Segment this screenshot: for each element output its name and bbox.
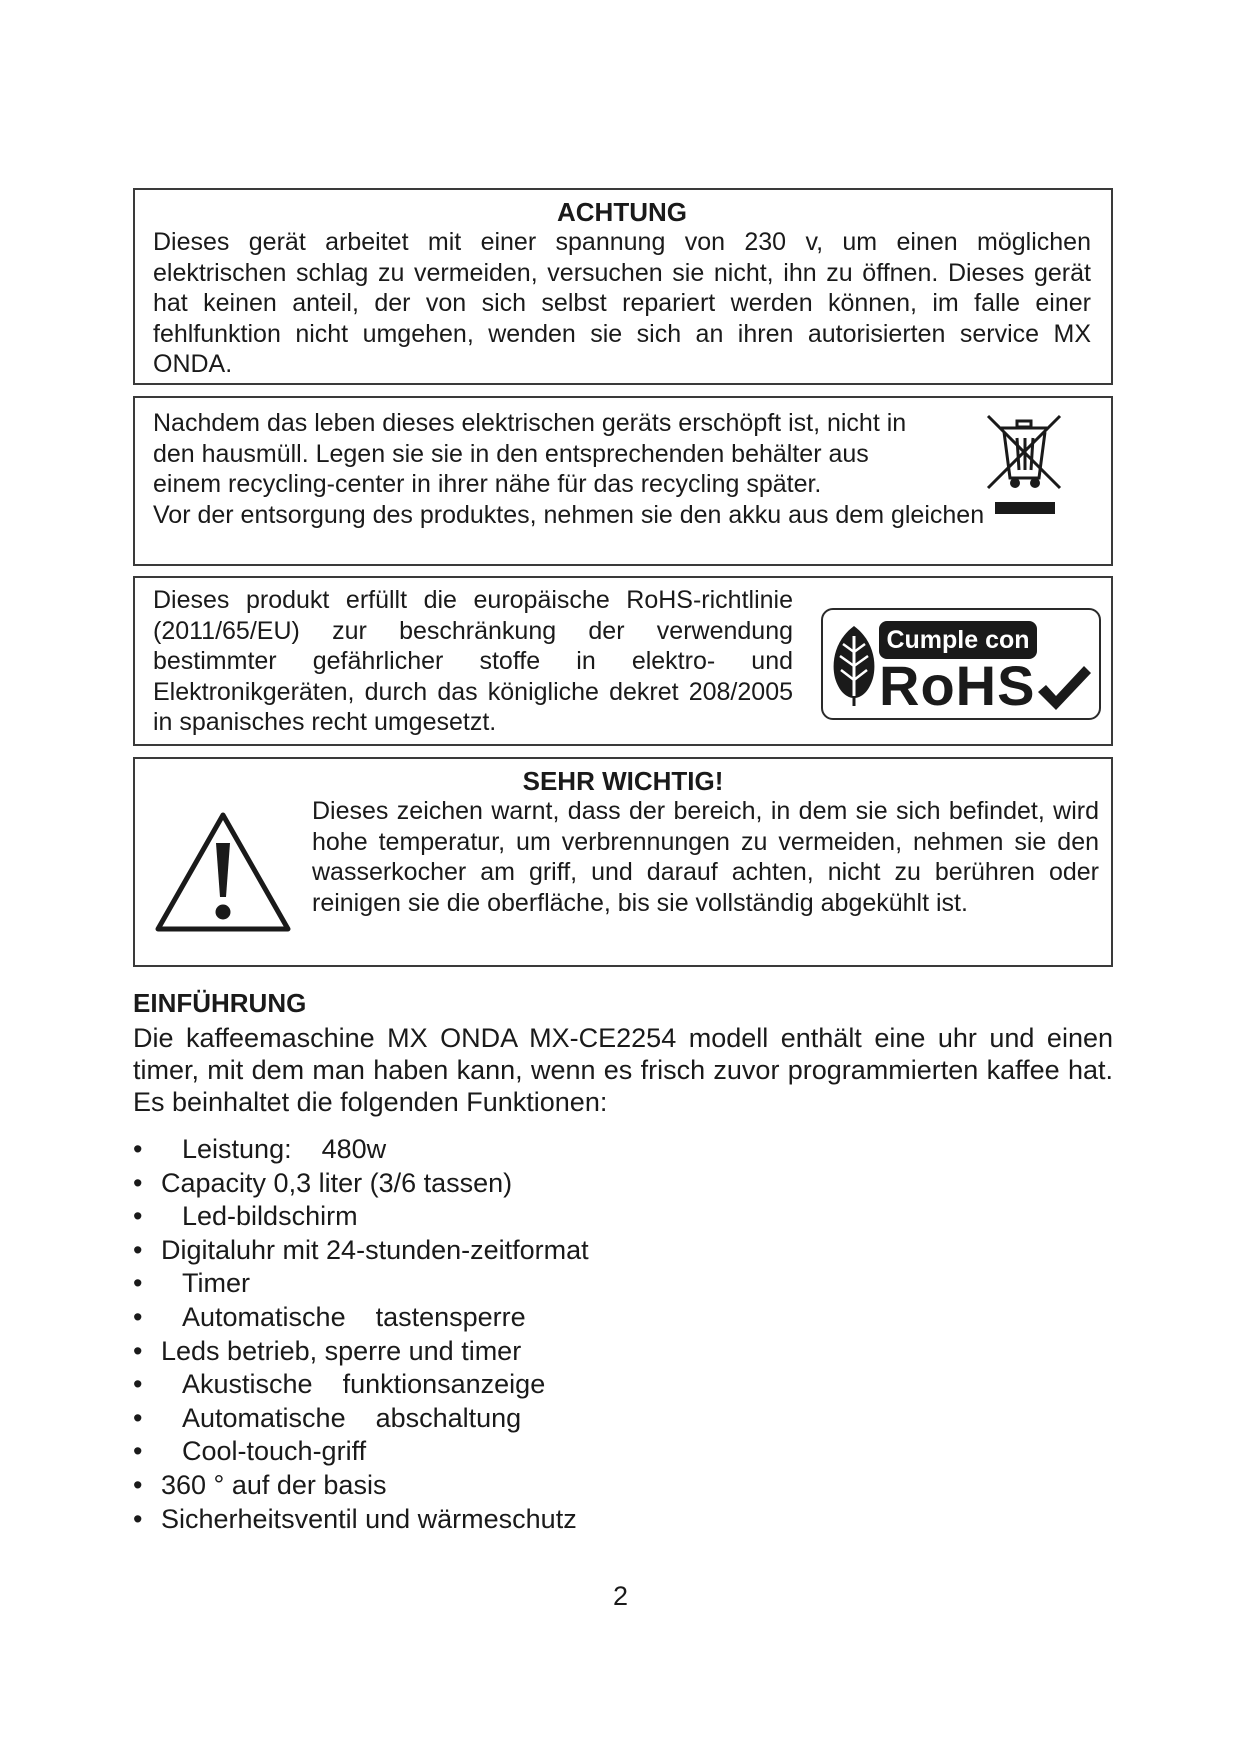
- intro-heading: EINFÜHRUNG: [133, 988, 307, 1018]
- warning-box: [133, 757, 1113, 967]
- feature-text: Led-bildschirm: [182, 1201, 358, 1232]
- feature-text: Automatische abschaltung: [182, 1402, 522, 1433]
- achtung-box: [133, 188, 1113, 385]
- feature-text: Capacity 0,3 liter (3/6 tassen): [161, 1167, 513, 1198]
- achtung-title: ACHTUNG: [557, 197, 687, 227]
- bullet: •: [133, 1201, 143, 1232]
- page-number: 2: [612, 1581, 629, 1611]
- feature-text: Digitaluhr mit 24-stunden-zeitformat: [161, 1234, 589, 1265]
- rohs-badge: [821, 608, 1101, 720]
- feature-text: Leds betrieb, sperre und timer: [161, 1335, 522, 1366]
- rohs-text: Dieses produkt erfüllt die europäische RoHS-richtlinie (2011/65/EU) zur beschränkung der verwendung bestimmter gefährlicher stoffe in elektro- und Elektronikgeräten, durch das königliche dekret 208/2005 in spanisches recht umgesetzt.: [153, 586, 793, 736]
- rohs-cumple-label: Cumple con: [879, 621, 1037, 659]
- disposal-text: Nachdem das leben dieses elektrischen geräts erschöpft ist, nicht in den hausmüll. Legen sie sie in den entsprechenden behälter aus einem recycling-center in ihrer nähe für das recycling später.: [153, 409, 907, 498]
- feature-text: Timer: [182, 1268, 250, 1299]
- bullet: •: [133, 1469, 143, 1500]
- crossed-out-wheelie-bin-icon: [973, 408, 1073, 516]
- feature-text: Leistung: 480w: [182, 1134, 387, 1164]
- feature-text: Cool-touch-griff: [182, 1436, 367, 1467]
- bullet: •: [133, 1234, 143, 1265]
- intro-text: Die kaffeemaschine MX ONDA MX-CE2254 modell enthält eine uhr und einen timer, mit dem man haben kann, wenn es frisch zuvor programmierten kaffee hat. Es beinhaltet die folgenden Funktionen:: [133, 1023, 1113, 1117]
- disposal-last-line: Vor der entsorgung des produktes, nehmen sie den akku aus dem gleichen: [153, 500, 985, 529]
- achtung-text: Dieses gerät arbeitet mit einer spannung von 230 v, um einen möglichen elektrischen schlag zu vermeiden, versuchen sie nicht, ihn zu öffnen. Dieses gerät hat keinen anteil, der von sich selbst repariert werden können, im falle einer fehlfunktion nicht umgehen, wenden sie sich an ihren autorisierten service MX ONDA.: [153, 228, 1091, 378]
- feature-text: Sicherheitsventil und wärmeschutz: [161, 1503, 577, 1534]
- bullet: •: [133, 1436, 143, 1467]
- disposal-box: [133, 396, 1113, 566]
- bullet: •: [133, 1503, 143, 1534]
- feature-text: 360 ° auf der basis: [161, 1469, 387, 1500]
- warning-triangle-icon: [153, 809, 293, 935]
- bullet: •: [133, 1369, 143, 1400]
- checkmark-icon: [1034, 662, 1094, 714]
- feature-text: Akustische funktionsanzeige: [182, 1369, 546, 1400]
- bullet: •: [133, 1301, 143, 1332]
- warning-text: Dieses zeichen warnt, dass der bereich, in dem sie sich befindet, wird hohe temperatur, um verbrennungen zu vermeiden, nehmen sie den wasserkocher am griff, und darauf achten, nicht zu berühren oder reinigen sie die oberfläche, bis sie vollständig abgekühlt ist.: [312, 797, 1099, 917]
- feature-text: Automatische tastensperre: [182, 1301, 526, 1332]
- warning-title: SEHR WICHTIG!: [522, 766, 724, 796]
- leaf-icon: [829, 622, 879, 708]
- bullet: •: [133, 1268, 143, 1299]
- bullet: •: [133, 1167, 143, 1198]
- bullet: •: [133, 1335, 143, 1366]
- rohs-label: RoHS: [879, 654, 1036, 717]
- bullet: •: [133, 1402, 143, 1433]
- rohs-box: [133, 576, 1113, 746]
- bullet: •: [133, 1134, 143, 1164]
